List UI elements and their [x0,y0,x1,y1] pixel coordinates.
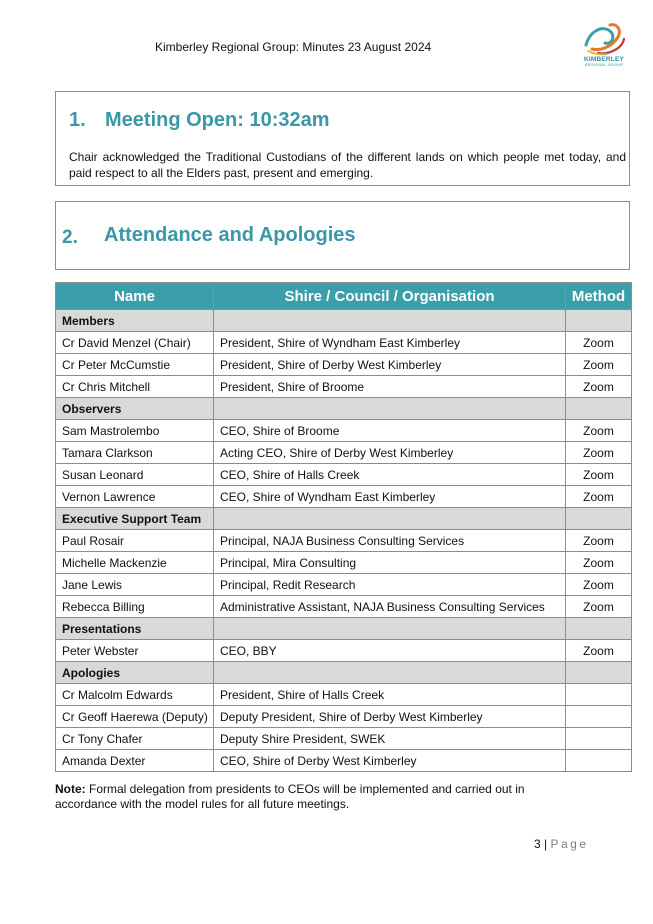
cell-name: Cr Chris Mitchell [56,376,214,398]
table-row [56,728,632,750]
cell-organisation: Principal, Mira Consulting [214,552,566,574]
group-label: Apologies [56,662,214,684]
cell-name: Michelle Mackenzie [56,552,214,574]
cell-method [566,750,632,772]
section-1-heading [69,109,330,132]
section-1-body: Chair acknowledged the Traditional Custodians of the different lands on which people met today, and paid respect to all the Elders past, present and emerging. [69,150,626,180]
cell-name: Sam Mastrolembo [56,420,214,442]
cell-name: Cr Geoff Haerewa (Deputy) [56,706,214,728]
cell-name: Cr Peter McCumstie [56,354,214,376]
cell-method: Zoom [566,596,632,618]
group-label: Presentations [56,618,214,640]
cell-name: Cr Malcolm Edwards [56,684,214,706]
note-label: Note: [55,782,86,796]
section-1-title: Meeting Open: 10:32am [105,109,330,131]
cell-method: Zoom [566,376,632,398]
cell-method: Zoom [566,464,632,486]
group-blank-cell [566,310,632,332]
table-row [56,640,632,662]
section-2-title: Attendance and Apologies [104,224,356,246]
cell-method: Zoom [566,332,632,354]
table-row [56,750,632,772]
cell-organisation: Acting CEO, Shire of Derby West Kimberley [214,442,566,464]
table-row [56,552,632,574]
cell-organisation: Deputy Shire President, SWEK [214,728,566,750]
cell-method: Zoom [566,530,632,552]
column-header-method: Method [566,283,632,310]
cell-organisation: Principal, Redit Research [214,574,566,596]
cell-organisation: President, Shire of Broome [214,376,566,398]
cell-method: Zoom [566,640,632,662]
table-group-row [56,618,632,640]
cell-name: Peter Webster [56,640,214,662]
group-blank-cell [566,398,632,420]
cell-name: Paul Rosair [56,530,214,552]
note-text: Formal delegation from presidents to CEOs will be implemented and carried out in accordance with the model rules for all future meetings. [55,782,525,811]
cell-organisation: Administrative Assistant, NAJA Business Consulting Services [214,596,566,618]
table-row [56,486,632,508]
page-number-value: 3 [534,837,541,851]
logo-wordmark: THE KIMBERLEY REGIONAL GROUP [583,52,625,67]
table-row [56,332,632,354]
cell-method [566,706,632,728]
section-2-heading [62,224,356,249]
table-row [56,376,632,398]
group-blank-cell [214,398,566,420]
cell-name: Tamara Clarkson [56,442,214,464]
table-row [56,354,632,376]
cell-organisation: CEO, Shire of Halls Creek [214,464,566,486]
note-paragraph [55,782,585,812]
cell-organisation: Principal, NAJA Business Consulting Services [214,530,566,552]
cell-organisation: President, Shire of Halls Creek [214,684,566,706]
section-attendance [55,201,630,270]
group-label: Executive Support Team [56,508,214,530]
table-row [56,442,632,464]
table-row [56,464,632,486]
cell-organisation: CEO, BBY [214,640,566,662]
table-group-row [56,310,632,332]
cell-organisation: CEO, Shire of Broome [214,420,566,442]
cell-name: Susan Leonard [56,464,214,486]
cell-method: Zoom [566,574,632,596]
table-row [56,530,632,552]
attendance-table [55,282,632,772]
cell-method: Zoom [566,420,632,442]
table-group-row [56,508,632,530]
cell-name: Amanda Dexter [56,750,214,772]
table-row [56,574,632,596]
table-row [56,596,632,618]
cell-name: Cr Tony Chafer [56,728,214,750]
cell-method: Zoom [566,552,632,574]
cell-name: Jane Lewis [56,574,214,596]
cell-organisation: CEO, Shire of Derby West Kimberley [214,750,566,772]
page-number-separator: | [544,837,548,851]
page-number [534,837,589,851]
cell-organisation: Deputy President, Shire of Derby West Kimberley [214,706,566,728]
cell-organisation: President, Shire of Wyndham East Kimberley [214,332,566,354]
table-row [56,706,632,728]
cell-method: Zoom [566,354,632,376]
section-2-number: 2. [62,227,78,248]
table-row [56,420,632,442]
page-number-label: Page [550,837,589,851]
cell-method: Zoom [566,442,632,464]
cell-name: Cr David Menzel (Chair) [56,332,214,354]
cell-name: Vernon Lawrence [56,486,214,508]
group-blank-cell [214,508,566,530]
group-blank-cell [214,618,566,640]
group-label: Members [56,310,214,332]
column-header-name: Name [56,283,214,310]
document-header-title: Kimberley Regional Group: Minutes 23 August 2024 [155,40,432,54]
group-blank-cell [566,618,632,640]
table-group-row [56,662,632,684]
group-blank-cell [214,310,566,332]
section-meeting-open [55,91,630,186]
column-header-organisation: Shire / Council / Organisation [214,283,566,310]
table-row [56,684,632,706]
cell-method: Zoom [566,486,632,508]
cell-organisation: CEO, Shire of Wyndham East Kimberley [214,486,566,508]
table-group-row [56,398,632,420]
group-blank-cell [566,508,632,530]
section-1-number: 1. [69,109,86,131]
cell-method [566,728,632,750]
group-blank-cell [214,662,566,684]
group-label: Observers [56,398,214,420]
cell-method [566,684,632,706]
cell-name: Rebecca Billing [56,596,214,618]
cell-organisation: President, Shire of Derby West Kimberley [214,354,566,376]
group-blank-cell [566,662,632,684]
table-header-row [56,283,632,310]
